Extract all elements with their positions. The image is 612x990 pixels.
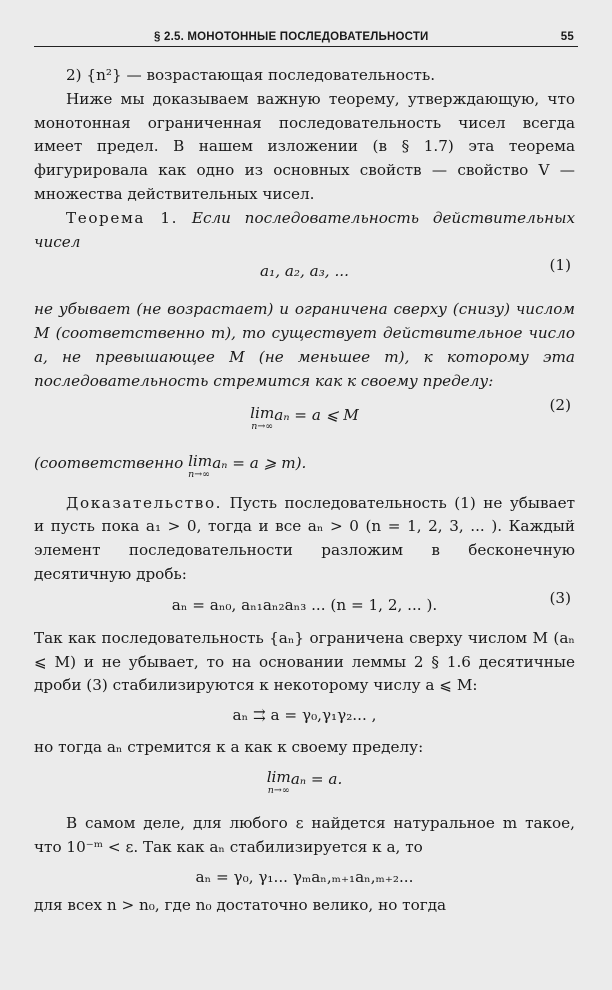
header-rule: [34, 46, 578, 47]
formula-2: [34, 394, 575, 452]
proof-paragraph-5: для всех n > n₀, где n₀ достаточно велико, но тогда: [34, 895, 447, 914]
alt-rest: aₙ = a ⩾ m).: [212, 453, 307, 472]
lim-subscript: n→∞: [188, 468, 211, 480]
proof-paragraph-4: В самом деле, для любого ε найдется натуральное m такое, что 10⁻ᵐ < ε. Так как aₙ стабилизируется к a, то: [34, 813, 575, 856]
formula-6: [34, 860, 575, 894]
limit-operator: [267, 768, 291, 796]
lim-subscript: n→∞: [251, 420, 274, 432]
formula-4-body: aₙ ⇉ a = γ₀,γ₁γ₂... ,: [232, 706, 377, 725]
formula-3: [34, 587, 575, 627]
formula-5: [34, 760, 575, 812]
theorem-text-2: не убывает (не возрастает) и ограничена сверху (снизу) числом M (соответственно m), то существует действительное число a, не превышающее M (не меньшее m), к которому эта последовательность стремится как к своему пределу:: [34, 300, 575, 390]
limit-operator: [188, 452, 212, 480]
spacer: [34, 480, 575, 492]
proof-paragraph-1: [34, 492, 575, 587]
formula-3-body: aₙ = aₙ₀, aₙ₁aₙ₂aₙ₃ ... (n = 1, 2, ... ).: [171, 595, 438, 614]
intro-paragraph: Ниже мы доказываем важную теорему, утверждающую, что монотонная ограниченная последовательность чисел всегда имеет предел. В нашем изложении (в § 1.7) эта теорема фигурировала как одно из основных свойств — свойство V — множества действительных чисел.: [34, 89, 575, 203]
proof-label: Доказательство.: [66, 493, 223, 512]
alternative-limit: [34, 452, 575, 480]
example-line: 2) {n²} — возрастающая последовательность.: [66, 66, 436, 84]
formula-4: [34, 698, 575, 736]
lim-subscript: n→∞: [267, 784, 290, 796]
theorem-statement: [34, 207, 575, 255]
formula-1-body: a₁, a₂, a₃, ...: [260, 262, 349, 281]
formula-5-rest: aₙ = a.: [290, 769, 343, 788]
lim-word: lim: [188, 451, 213, 470]
formula-6-body: aₙ = γ₀, γ₁... γₘaₙ,ₘ₊₁aₙ,ₘ₊₂...: [195, 867, 414, 886]
proof-paragraph-2: Так как последовательность {aₙ} ограничена сверху числом M (aₙ ⩽ M) и не убывает, то на основании леммы 2 § 1.6 десятичные дроби (3) стабилизируются к некоторому числу a ⩽ M:: [34, 628, 575, 695]
running-header: [34, 28, 578, 48]
formula-3-tag: (3): [549, 588, 571, 607]
alt-open: (соответственно: [34, 453, 189, 472]
page-body: [34, 64, 575, 917]
limit-operator: [250, 404, 274, 432]
formula-1-tag: (1): [549, 256, 571, 275]
proof-text-1: Пусть последовательность (1) не убывает и пусть пока a₁ > 0, тогда и все aₙ > 0 (n = 1, 2, 3, ... ). Каждый элемент последовательности разложим в бесконечную десятичную дробь:: [34, 493, 575, 583]
formula-2-tag: (2): [549, 395, 571, 414]
proof-paragraph-3: но тогда aₙ стремится к a как к своему пределу:: [34, 738, 424, 757]
formula-1: [34, 254, 575, 298]
page-number: 55: [560, 31, 574, 43]
formula-2-rest: aₙ = a ⩽ M: [274, 405, 359, 424]
lim-word: lim: [266, 767, 291, 786]
theorem-text-1: Если последовательность действительных чисел: [34, 208, 576, 251]
theorem-label: Теорема 1.: [66, 208, 179, 227]
running-title: § 2.5. МОНОТОННЫЕ ПОСЛЕДОВАТЕЛЬНОСТИ: [154, 31, 429, 43]
lim-word: lim: [250, 403, 275, 422]
